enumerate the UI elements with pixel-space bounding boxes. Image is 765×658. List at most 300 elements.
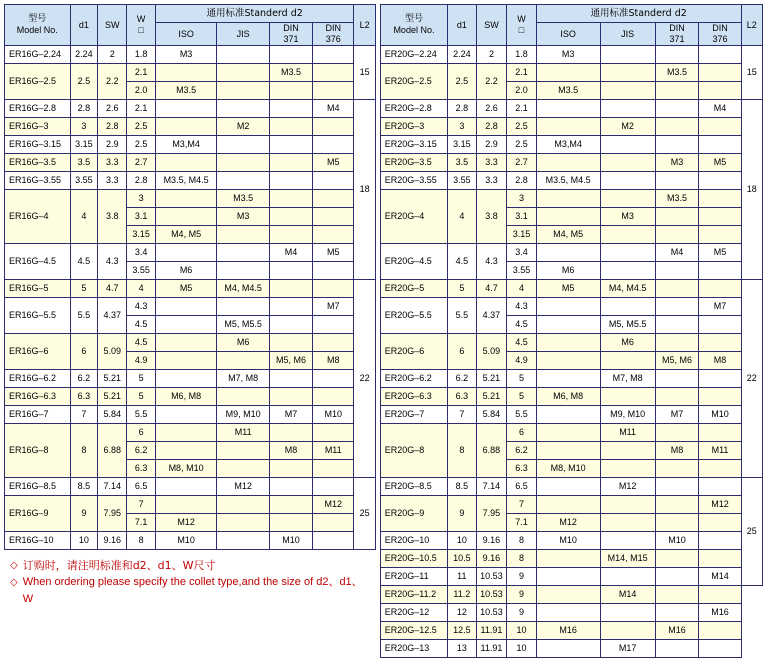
cell-sw: 4.7 (476, 280, 507, 298)
table-row (5, 244, 376, 262)
cell-jis (217, 352, 270, 370)
cell-din371 (270, 190, 313, 208)
cell-l2: 25 (354, 478, 375, 550)
cell-iso: M8, M10 (536, 460, 600, 478)
cell-din371 (270, 118, 313, 136)
cell-d1: 9 (70, 496, 98, 532)
cell-sw: 2.8 (476, 118, 507, 136)
cell-iso: M3.5, M4.5 (155, 172, 217, 190)
cell-din376 (699, 190, 741, 208)
table-row (380, 370, 762, 388)
cell-din371: M3.5 (655, 190, 699, 208)
col-header-w-symbol: □ (138, 25, 144, 35)
cell-jis (217, 136, 270, 154)
cell-din376: M10 (313, 406, 354, 424)
cell-din371 (655, 298, 699, 316)
cell-iso (536, 334, 600, 352)
cell-jis: M3 (600, 208, 655, 226)
cell-iso (155, 64, 217, 82)
cell-din376: M8 (313, 352, 354, 370)
cell-din371 (655, 172, 699, 190)
cell-jis: M6 (600, 334, 655, 352)
cell-din376 (313, 118, 354, 136)
cell-sw: 5.84 (98, 406, 127, 424)
cell-l2: 15 (354, 46, 375, 100)
cell-jis: M7, M8 (600, 370, 655, 388)
cell-din371 (270, 46, 313, 64)
cell-iso (536, 298, 600, 316)
table-block-er20g (380, 4, 763, 658)
cell-w: 6.5 (507, 478, 536, 496)
cell-sw: 4.3 (476, 244, 507, 280)
cell-w: 4.5 (507, 334, 536, 352)
cell-din376 (699, 64, 741, 82)
cell-sw: 2.9 (98, 136, 127, 154)
cell-din371: M3 (655, 154, 699, 172)
cell-d1: 2.8 (70, 100, 98, 118)
cell-jis (600, 496, 655, 514)
cell-d1: 4 (448, 190, 476, 244)
cell-jis (600, 298, 655, 316)
cell-sw: 5.09 (98, 334, 127, 370)
cell-w: 6.5 (127, 478, 155, 496)
table-row (5, 532, 376, 550)
note-text-en: When ordering please specify the collet type,and the size of d2、d1、W (22, 576, 363, 605)
table-row (5, 388, 376, 406)
cell-model-no: ER20G–11 (380, 568, 447, 586)
cell-model-no: ER16G–3.5 (5, 154, 71, 172)
cell-din371 (655, 280, 699, 298)
cell-din376 (313, 46, 354, 64)
cell-w: 2.7 (127, 154, 155, 172)
cell-w: 6 (127, 424, 155, 442)
cell-w: 5.5 (507, 406, 536, 424)
cell-model-no: ER16G–8 (5, 424, 71, 478)
cell-jis (217, 532, 270, 550)
col-header-jis: JIS (600, 23, 655, 46)
cell-model-no: ER20G–11.2 (380, 586, 447, 604)
table-row (380, 586, 762, 604)
cell-jis (217, 460, 270, 478)
cell-d1: 6.2 (448, 370, 476, 388)
cell-din371 (270, 136, 313, 154)
cell-din371: M4 (655, 244, 699, 262)
cell-din371 (270, 154, 313, 172)
cell-din376 (699, 208, 741, 226)
cell-jis (600, 136, 655, 154)
cell-din371: M3.5 (270, 64, 313, 82)
cell-iso (536, 190, 600, 208)
cell-iso (536, 586, 600, 604)
cell-jis (600, 226, 655, 244)
col-header-standard-group: 通用标准Standerd d2 (536, 5, 741, 23)
cell-w: 5 (507, 370, 536, 388)
cell-iso (155, 298, 217, 316)
cell-d1: 11 (448, 568, 476, 586)
cell-din371 (655, 496, 699, 514)
cell-jis: M4, M4.5 (600, 280, 655, 298)
cell-sw: 11.91 (476, 640, 507, 658)
cell-din376: M5 (313, 154, 354, 172)
cell-iso: M3,M4 (155, 136, 217, 154)
cell-w: 2.0 (507, 82, 536, 100)
cell-din371 (655, 640, 699, 658)
table-row (380, 280, 762, 298)
cell-jis (217, 226, 270, 244)
cell-model-no: ER16G–7 (5, 406, 71, 424)
cell-jis: M2 (217, 118, 270, 136)
cell-jis (600, 244, 655, 262)
col-header-d1: d1 (70, 5, 98, 46)
cell-model-no: ER20G–7 (380, 406, 447, 424)
cell-d1: 6 (448, 334, 476, 370)
table-row (380, 388, 762, 406)
cell-iso (536, 100, 600, 118)
cell-din376 (699, 478, 741, 496)
table-header-er20g (380, 5, 762, 46)
cell-din376 (699, 514, 741, 532)
cell-w: 5.5 (127, 406, 155, 424)
cell-l2: 22 (354, 280, 375, 478)
cell-model-no: ER20G–6.3 (380, 388, 447, 406)
cell-din376 (699, 424, 741, 442)
cell-model-no: ER16G–6 (5, 334, 71, 370)
cell-jis (600, 388, 655, 406)
cell-din376 (313, 424, 354, 442)
cell-d1: 13 (448, 640, 476, 658)
cell-d1: 6.3 (448, 388, 476, 406)
cell-d1: 10 (448, 532, 476, 550)
table-row (380, 550, 762, 568)
note-line-2 (10, 574, 376, 608)
cell-iso (155, 406, 217, 424)
cell-din376: M7 (313, 298, 354, 316)
cell-iso: M12 (155, 514, 217, 532)
cell-model-no: ER16G–2.24 (5, 46, 71, 64)
cell-w: 6.3 (127, 460, 155, 478)
cell-jis (600, 460, 655, 478)
cell-din376: M8 (699, 352, 741, 370)
cell-w: 3.55 (507, 262, 536, 280)
cell-sw: 5.84 (476, 406, 507, 424)
cell-din376: M7 (699, 298, 741, 316)
cell-w: 7.1 (507, 514, 536, 532)
cell-w: 2.1 (507, 100, 536, 118)
cell-d1: 7 (448, 406, 476, 424)
cell-din376 (699, 550, 741, 568)
cell-sw: 9.16 (476, 532, 507, 550)
cell-din371 (270, 226, 313, 244)
cell-sw: 9.16 (476, 550, 507, 568)
cell-din371 (655, 388, 699, 406)
cell-d1: 4.5 (448, 244, 476, 280)
cell-d1: 8 (70, 424, 98, 478)
cell-iso: M6, M8 (536, 388, 600, 406)
diamond-icon: ◇ (10, 577, 18, 588)
cell-w: 3.1 (507, 208, 536, 226)
col-header-jis: JIS (217, 23, 270, 46)
cell-sw: 7.95 (476, 496, 507, 532)
cell-w: 2.8 (127, 172, 155, 190)
cell-din376 (699, 226, 741, 244)
cell-iso (536, 496, 600, 514)
col-header-din371-line2: 371 (669, 34, 685, 44)
table-row (5, 64, 376, 82)
cell-w: 2.5 (507, 136, 536, 154)
cell-sw: 2 (476, 46, 507, 64)
cell-iso: M6, M8 (155, 388, 217, 406)
table-row (380, 622, 762, 640)
cell-sw: 10.53 (476, 586, 507, 604)
cell-jis (600, 568, 655, 586)
col-header-din371-line2: 371 (283, 34, 299, 44)
cell-din371 (270, 460, 313, 478)
cell-sw: 2.9 (476, 136, 507, 154)
cell-model-no: ER20G–8 (380, 424, 447, 478)
cell-iso: M5 (155, 280, 217, 298)
col-header-din376-line1: DIN (325, 23, 341, 33)
cell-sw: 4.3 (98, 244, 127, 280)
cell-d1: 4 (70, 190, 98, 244)
cell-din376: M16 (699, 604, 741, 622)
cell-iso (536, 244, 600, 262)
table-header-er16g (5, 5, 376, 46)
cell-din376 (699, 316, 741, 334)
cell-jis (600, 262, 655, 280)
cell-model-no: ER20G–6.2 (380, 370, 447, 388)
cell-iso: M3.5, M4.5 (536, 172, 600, 190)
cell-jis: M2 (600, 118, 655, 136)
col-header-model-no (5, 5, 71, 46)
cell-iso (536, 64, 600, 82)
cell-model-no: ER20G–12.5 (380, 622, 447, 640)
cell-din376 (699, 334, 741, 352)
cell-model-no: ER20G–10 (380, 532, 447, 550)
cell-iso: M16 (536, 622, 600, 640)
col-header-d1: d1 (448, 5, 476, 46)
cell-model-no: ER16G–3 (5, 118, 71, 136)
cell-jis: M11 (600, 424, 655, 442)
cell-din376 (699, 460, 741, 478)
cell-iso (155, 316, 217, 334)
cell-din371: M7 (270, 406, 313, 424)
cell-w: 4.9 (127, 352, 155, 370)
cell-model-no: ER16G–2.8 (5, 100, 71, 118)
cell-din371 (270, 280, 313, 298)
cell-jis (217, 100, 270, 118)
cell-model-no: ER16G–4 (5, 190, 71, 244)
note-text-cn: 订购时，请注明标准和d2、d1、W尺寸 (22, 559, 216, 572)
cell-iso (536, 550, 600, 568)
cell-din376 (313, 514, 354, 532)
cell-d1: 5.5 (448, 298, 476, 334)
cell-din371 (270, 172, 313, 190)
cell-din376 (699, 82, 741, 100)
col-header-din371-line1: DIN (283, 23, 299, 33)
cell-model-no: ER20G–4.5 (380, 244, 447, 280)
cell-din371 (655, 370, 699, 388)
diamond-icon: ◇ (10, 560, 18, 571)
cell-iso: M4, M5 (536, 226, 600, 244)
table-row (380, 100, 762, 118)
cell-iso (536, 640, 600, 658)
cell-din371 (270, 496, 313, 514)
cell-jis (217, 496, 270, 514)
cell-iso: M3.5 (155, 82, 217, 100)
table-row (5, 280, 376, 298)
cell-d1: 3 (70, 118, 98, 136)
cell-din371 (655, 424, 699, 442)
cell-w: 2.5 (127, 118, 155, 136)
cell-d1: 6.3 (70, 388, 98, 406)
cell-din371 (270, 370, 313, 388)
cell-d1: 8 (448, 424, 476, 478)
cell-iso (536, 424, 600, 442)
cell-w: 2.1 (507, 64, 536, 82)
cell-sw: 10.53 (476, 568, 507, 586)
cell-w: 7.1 (127, 514, 155, 532)
cell-w: 3 (127, 190, 155, 208)
cell-sw: 3.3 (476, 172, 507, 190)
table-row (5, 46, 376, 64)
table-row (380, 298, 762, 316)
cell-din376: M10 (699, 406, 741, 424)
cell-din371 (655, 568, 699, 586)
cell-model-no: ER20G–5 (380, 280, 447, 298)
cell-w: 6.2 (507, 442, 536, 460)
cell-d1: 2.5 (70, 64, 98, 100)
cell-sw: 2.2 (98, 64, 127, 100)
cell-din371 (270, 100, 313, 118)
table-row (380, 190, 762, 208)
cell-iso (536, 568, 600, 586)
cell-sw: 7.14 (476, 478, 507, 496)
cell-sw: 2.6 (476, 100, 507, 118)
cell-w: 7 (507, 496, 536, 514)
cell-jis (600, 172, 655, 190)
table-row (380, 478, 762, 496)
cell-din376 (313, 478, 354, 496)
cell-model-no: ER16G–4.5 (5, 244, 71, 280)
cell-iso (536, 370, 600, 388)
cell-jis (600, 64, 655, 82)
cell-din371: M3.5 (655, 64, 699, 82)
cell-w: 4.9 (507, 352, 536, 370)
cell-din376 (313, 280, 354, 298)
cell-sw: 2.8 (98, 118, 127, 136)
cell-sw: 9.16 (98, 532, 127, 550)
table-row (5, 406, 376, 424)
table-row (5, 136, 376, 154)
cell-jis (217, 46, 270, 64)
cell-d1: 3.5 (448, 154, 476, 172)
cell-d1: 3.55 (70, 172, 98, 190)
cell-din371: M4 (270, 244, 313, 262)
cell-din376 (313, 370, 354, 388)
cell-din376 (313, 82, 354, 100)
col-header-model-no-cn: 型号 (28, 14, 47, 24)
note-line-1 (10, 557, 376, 574)
cell-model-no: ER20G–8.5 (380, 478, 447, 496)
cell-jis: M12 (600, 478, 655, 496)
cell-din376: M5 (699, 244, 741, 262)
cell-w: 9 (507, 586, 536, 604)
cell-sw: 4.37 (98, 298, 127, 334)
cell-model-no: ER20G–10.5 (380, 550, 447, 568)
cell-d1: 10.5 (448, 550, 476, 568)
cell-sw: 10.53 (476, 604, 507, 622)
cell-d1: 3.15 (70, 136, 98, 154)
cell-w: 4.3 (127, 298, 155, 316)
table-row (380, 154, 762, 172)
cell-din376: M12 (313, 496, 354, 514)
cell-sw: 3.3 (476, 154, 507, 172)
table-row (380, 640, 762, 658)
cell-d1: 8.5 (448, 478, 476, 496)
table-block-er16g (4, 4, 376, 608)
col-header-din376-line2: 376 (712, 34, 728, 44)
table-row (380, 424, 762, 442)
cell-l2: 15 (741, 46, 762, 100)
cell-d1: 4.5 (70, 244, 98, 280)
cell-din371 (655, 460, 699, 478)
cell-jis (600, 190, 655, 208)
cell-jis: M14, M15 (600, 550, 655, 568)
cell-iso (536, 406, 600, 424)
cell-jis (217, 262, 270, 280)
cell-din371 (270, 298, 313, 316)
table-row (380, 496, 762, 514)
cell-din371 (655, 514, 699, 532)
col-header-din376-line2: 376 (325, 34, 341, 44)
table-row (380, 406, 762, 424)
cell-d1: 3.15 (448, 136, 476, 154)
cell-jis: M17 (600, 640, 655, 658)
cell-jis (217, 154, 270, 172)
cell-w: 9 (507, 604, 536, 622)
cell-iso (536, 604, 600, 622)
col-header-model-no-cn: 型号 (404, 14, 423, 24)
cell-d1: 6.2 (70, 370, 98, 388)
cell-iso (155, 442, 217, 460)
cell-model-no: ER20G–3.55 (380, 172, 447, 190)
col-header-sw: SW (98, 5, 127, 46)
cell-model-no: ER20G–4 (380, 190, 447, 244)
cell-iso (536, 478, 600, 496)
cell-model-no: ER20G–3.5 (380, 154, 447, 172)
cell-w: 8 (507, 550, 536, 568)
cell-w: 4.3 (507, 298, 536, 316)
cell-iso (536, 442, 600, 460)
cell-jis (217, 82, 270, 100)
cell-sw: 6.88 (476, 424, 507, 478)
col-header-w-label: W (136, 14, 146, 24)
cell-iso (536, 154, 600, 172)
cell-iso: M10 (536, 532, 600, 550)
cell-model-no: ER20G–3.15 (380, 136, 447, 154)
cell-w: 10 (507, 622, 536, 640)
cell-din376 (313, 460, 354, 478)
cell-w: 4.5 (507, 316, 536, 334)
cell-din376 (313, 532, 354, 550)
cell-jis (600, 532, 655, 550)
table-row (380, 172, 762, 190)
cell-w: 2.0 (127, 82, 155, 100)
cell-d1: 3 (448, 118, 476, 136)
cell-din376: M12 (699, 496, 741, 514)
cell-model-no: ER16G–8.5 (5, 478, 71, 496)
cell-din376 (699, 532, 741, 550)
